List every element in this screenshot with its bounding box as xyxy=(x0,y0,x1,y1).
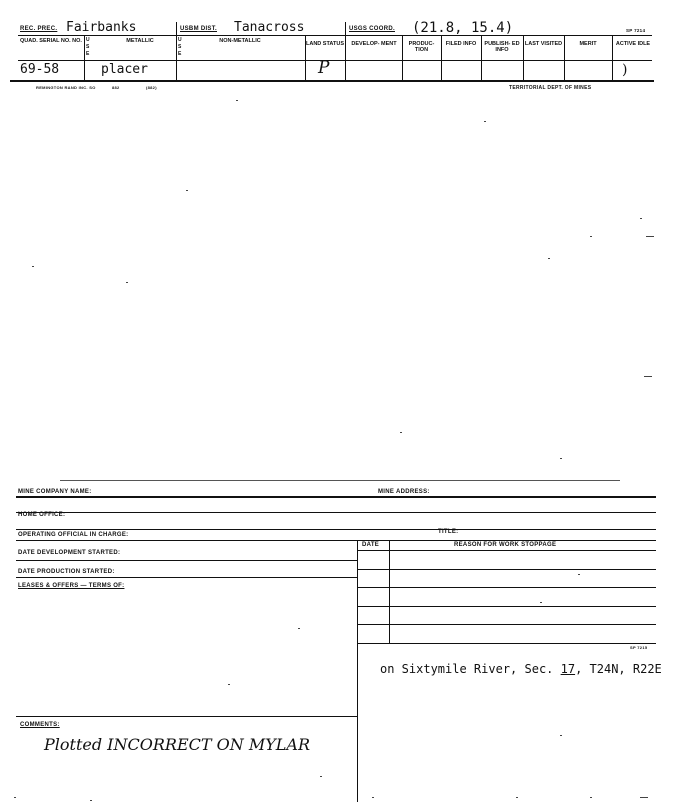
comments-label: COMMENTS: xyxy=(20,722,60,728)
col-divider xyxy=(345,22,346,80)
department-name: TERRITORIAL DEPT. OF MINES xyxy=(509,85,592,91)
col-divider xyxy=(612,35,613,80)
usgs-coord-label: USGS COORD. xyxy=(349,26,395,32)
home-office-label: HOME OFFICE: xyxy=(18,512,66,518)
operating-official-label: OPERATING OFFICIAL IN CHARGE: xyxy=(18,532,129,538)
form-rule xyxy=(16,540,656,541)
form-rule xyxy=(16,529,656,530)
form-center-divider xyxy=(357,540,358,802)
date-production-label: DATE PRODUCTION STARTED: xyxy=(18,569,115,575)
usgs-coord-value: (21.8, 15.4) xyxy=(412,20,514,36)
title-label: TITLE: xyxy=(438,529,459,535)
form-top-rule xyxy=(16,496,656,498)
date-column-divider xyxy=(389,540,390,643)
col-use-1: U S E xyxy=(86,37,90,57)
printer-imprint: REMINGTON RAND INC. SO xyxy=(36,85,96,90)
col-last-visited: LAST VISITED xyxy=(524,41,563,47)
col-non-metallic: NON-METALLIC xyxy=(219,38,261,44)
stoppage-rule xyxy=(357,643,656,644)
date-development-label: DATE DEVELOPMENT STARTED: xyxy=(18,550,121,556)
reason-header: REASON FOR WORK STOPPAGE xyxy=(454,542,557,548)
column-header-rule xyxy=(18,60,652,61)
quad-serial-value: 69-58 xyxy=(20,62,60,77)
col-use-2: U S E xyxy=(178,37,182,57)
metallic-value: placer xyxy=(101,62,148,77)
mine-company-name-label: MINE COMPANY NAME: xyxy=(18,489,92,495)
location-prefix: on Sixtymile River, Sec. xyxy=(380,662,561,676)
col-published-info: PUBLISH- ED INFO xyxy=(484,41,520,53)
form-number-bottom: SP 7215 xyxy=(630,645,648,650)
comments-rule xyxy=(16,716,357,717)
form-number-top: SP 7214 xyxy=(626,28,646,33)
location-suffix: , T24N, R22E xyxy=(575,662,662,676)
stoppage-rule xyxy=(357,606,656,607)
form-rule xyxy=(16,577,357,578)
col-divider xyxy=(84,35,85,80)
printer-code-2: (882) xyxy=(146,85,157,90)
comments-handwritten: Plotted INCORRECT ON MYLAR xyxy=(44,735,310,754)
col-land-status: LAND STATUS xyxy=(306,41,344,47)
col-merit: MERIT xyxy=(579,41,597,47)
form-rule xyxy=(16,560,357,561)
col-production: PRODUC- TION xyxy=(408,41,435,53)
usbm-dist-label: USBM DIST. xyxy=(180,26,218,32)
card-bottom-rule xyxy=(10,80,654,82)
usbm-dist-value: Tanacross xyxy=(234,20,305,35)
form-top-edge xyxy=(60,480,620,481)
leases-offers-label: LEASES & OFFERS — TERMS OF: xyxy=(18,583,125,589)
stoppage-rule xyxy=(357,587,656,588)
location-text xyxy=(380,662,662,676)
col-quad-serial: QUAD. SERIAL NO. NO. xyxy=(20,38,82,44)
col-metallic: METALLIC xyxy=(126,38,154,44)
rec-prec-value: Fairbanks xyxy=(66,20,137,35)
printer-code-1: 882 xyxy=(112,85,120,90)
active-idle-mark: ) xyxy=(622,62,628,78)
form-rule xyxy=(16,512,656,513)
col-active-idle: ACTIVE IDLE xyxy=(615,41,651,47)
location-section: 17 xyxy=(560,662,576,676)
col-filed-info: FILED INFO xyxy=(445,41,477,47)
rec-prec-label: REC. PREC. xyxy=(20,26,58,32)
header-rule xyxy=(18,35,652,36)
mine-address-label: MINE ADDRESS: xyxy=(378,489,430,495)
stoppage-rule xyxy=(357,569,656,570)
land-status-mark: P xyxy=(318,58,330,78)
col-development: DEVELOP- MENT xyxy=(351,41,397,47)
stoppage-rule xyxy=(357,624,656,625)
stoppage-rule xyxy=(357,550,656,551)
col-divider xyxy=(176,22,177,80)
date-header: DATE xyxy=(362,542,380,548)
